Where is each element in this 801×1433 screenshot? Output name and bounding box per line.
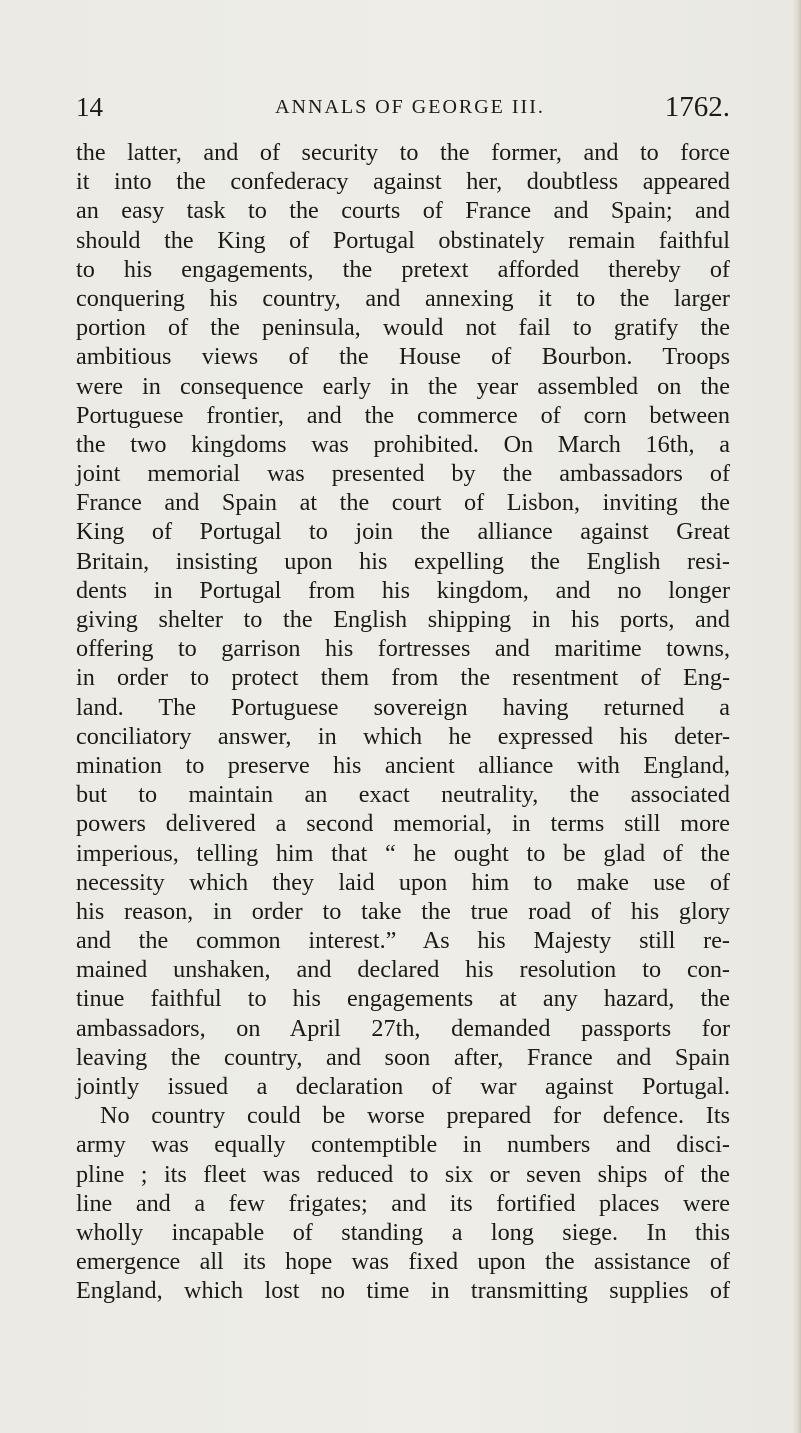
- text-line: France and Spain at the court of Lisbon, inviting the: [76, 489, 730, 517]
- text-line: ambitious views of the House of Bourbon. Troops: [76, 343, 730, 371]
- text-line: England, which lost no time in transmitting supplies of: [76, 1277, 730, 1305]
- text-line: ambassadors, on April 27th, demanded passports for: [76, 1014, 730, 1042]
- text-line: land. The Portuguese sovereign having returned a: [76, 693, 730, 721]
- paragraph-start-line: No country could be worse prepared for defence. Its: [100, 1102, 730, 1130]
- text-line: line and a few frigates; and its fortified places were: [76, 1189, 730, 1217]
- text-line: wholly incapable of standing a long siege. In this: [76, 1218, 730, 1246]
- text-line: conquering his country, and annexing it to the larger: [76, 284, 730, 312]
- text-line: mination to preserve his ancient alliance with England,: [76, 751, 730, 779]
- text-line: conciliatory answer, in which he expressed his deter-: [76, 722, 730, 750]
- text-line: joint memorial was presented by the ambassadors of: [76, 460, 730, 488]
- text-line: leaving the country, and soon after, France and Spain: [76, 1043, 730, 1071]
- text-line: giving shelter to the English shipping in his ports, and: [76, 606, 730, 633]
- text-line: to his engagements, the pretext afforded thereby of: [76, 255, 730, 283]
- text-line: offering to garrison his fortresses and maritime towns,: [76, 635, 730, 663]
- text-line: the latter, and of security to the former, and to force: [76, 139, 730, 166]
- text-line: emergence all its hope was fixed upon the assistance of: [76, 1248, 730, 1276]
- text-line: imperious, telling him that “ he ought to be glad of the: [76, 839, 730, 867]
- text-line: an easy task to the courts of France and Spain; and: [76, 197, 730, 225]
- text-line: but to maintain an exact neutrality, the associated: [76, 781, 730, 809]
- text-line: jointly issued a declaration of war against Portugal.: [76, 1073, 730, 1100]
- text-line: were in consequence early in the year assembled on the: [76, 372, 730, 400]
- text-line: Britain, insisting upon his expelling the English resi-: [76, 547, 730, 575]
- text-line: pline ; its fleet was reduced to six or seven ships of the: [76, 1160, 730, 1188]
- page-edge-shadow: [792, 0, 801, 1433]
- text-line: mained unshaken, and declared his resolution to con-: [76, 956, 730, 984]
- text-line: necessity which they laid upon him to make use of: [76, 868, 730, 896]
- page-number: 14: [76, 92, 103, 122]
- page-header: [76, 87, 730, 127]
- text-line: King of Portugal to join the alliance against Great: [76, 518, 730, 546]
- text-line: tinue faithful to his engagements at any hazard, the: [76, 985, 730, 1013]
- text-line: the two kingdoms was prohibited. On March 16th, a: [76, 430, 730, 458]
- text-line: powers delivered a second memorial, in terms still more: [76, 810, 730, 838]
- text-line: Portuguese frontier, and the commerce of corn between: [76, 401, 730, 429]
- text-line: army was equally contemptible in numbers and disci-: [76, 1131, 730, 1159]
- header-year: 1762.: [664, 91, 730, 123]
- text-line: in order to protect them from the resentment of Eng-: [76, 664, 730, 692]
- text-line: portion of the peninsula, would not fail to gratify the: [76, 314, 730, 342]
- running-head: ANNALS OF GEORGE III.: [275, 96, 545, 118]
- body-text: [76, 138, 730, 1306]
- text-line: his reason, in order to take the true road of his glory: [76, 897, 730, 925]
- text-line: dents in Portugal from his kingdom, and no longer: [76, 576, 730, 604]
- text-line: and the common interest.” As his Majesty still re-: [76, 927, 730, 955]
- text-line: should the King of Portugal obstinately remain faithful: [76, 226, 730, 254]
- text-line: it into the confederacy against her, doubtless appeared: [76, 168, 730, 196]
